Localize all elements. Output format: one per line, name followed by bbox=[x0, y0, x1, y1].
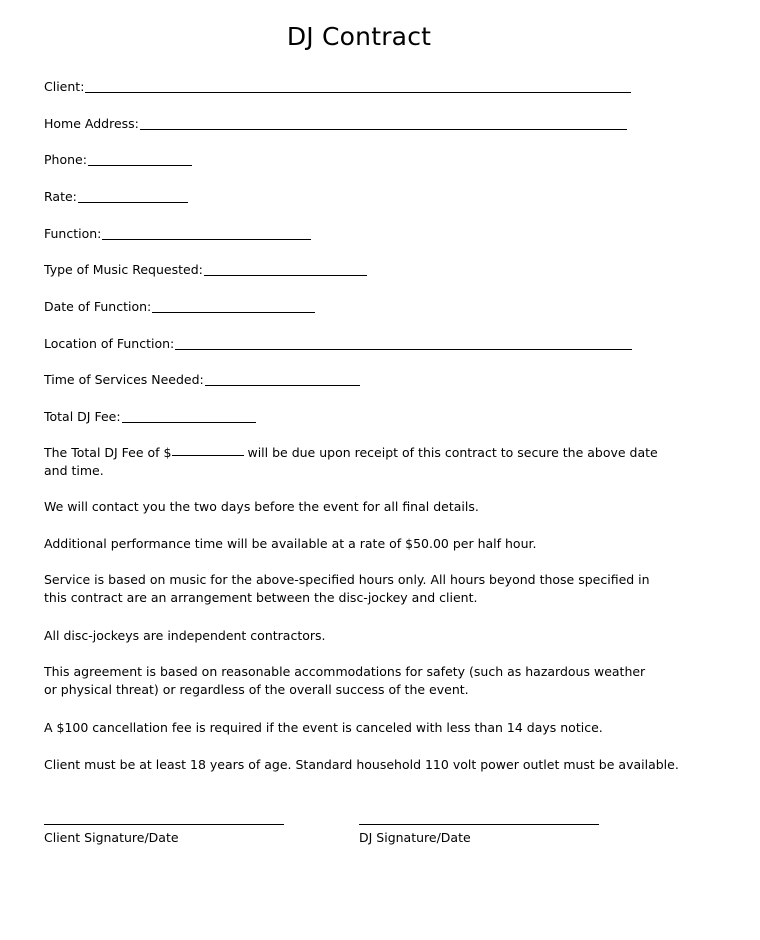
cancellation-paragraph: A $100 cancellation fee is required if the event is canceled with less than 14 days notice. bbox=[44, 720, 603, 735]
fee-paragraph-prefix: The Total DJ Fee of $ bbox=[44, 445, 172, 460]
safety-paragraph: This agreement is based on reasonable accommodations for safety (such as hazardous weather or physical threat) or regardless of the overall success of the event. bbox=[44, 664, 646, 697]
total-dj-fee-label: Total DJ Fee: bbox=[44, 409, 121, 424]
location-label: Location of Function: bbox=[44, 336, 175, 351]
date-of-function-blank-line[interactable] bbox=[152, 312, 315, 313]
dj-signature-line[interactable] bbox=[359, 824, 599, 825]
client-field[interactable] bbox=[44, 78, 631, 96]
music-type-label: Type of Music Requested: bbox=[44, 262, 203, 277]
home-address-label: Home Address: bbox=[44, 116, 139, 131]
music-type-blank-line[interactable] bbox=[204, 275, 367, 276]
total-dj-fee-blank-line[interactable] bbox=[122, 422, 256, 423]
function-blank-line[interactable] bbox=[102, 239, 311, 240]
phone-field[interactable] bbox=[44, 151, 192, 169]
fee-paragraph-suffix: will be due upon receipt of this contract to secure the above date and time. bbox=[44, 445, 658, 478]
age-power-paragraph: Client must be at least 18 years of age. Standard household 110 volt power outlet must be available. bbox=[44, 757, 679, 772]
client-signature-line[interactable] bbox=[44, 824, 284, 825]
phone-label: Phone: bbox=[44, 152, 87, 167]
service-scope-paragraph: Service is based on music for the above-specified hours only. All hours beyond those specified in this contract are an arrangement between the disc-jockey and client. bbox=[44, 572, 650, 605]
location-field[interactable] bbox=[44, 335, 632, 353]
rate-label: Rate: bbox=[44, 189, 77, 204]
fee-amount-blank-line[interactable] bbox=[172, 455, 244, 456]
function-field[interactable] bbox=[44, 225, 311, 243]
time-of-services-field[interactable] bbox=[44, 371, 360, 389]
phone-blank-line[interactable] bbox=[88, 165, 192, 166]
document-title: DJ Contract bbox=[286, 22, 432, 51]
contact-paragraph: We will contact you the two days before the event for all final details. bbox=[44, 499, 479, 514]
fee-paragraph bbox=[44, 444, 684, 480]
date-of-function-field[interactable] bbox=[44, 298, 315, 316]
time-of-services-label: Time of Services Needed: bbox=[44, 372, 204, 387]
time-of-services-blank-line[interactable] bbox=[205, 385, 360, 386]
home-address-blank-line[interactable] bbox=[140, 129, 627, 130]
additional-time-paragraph: Additional performance time will be available at a rate of $50.00 per half hour. bbox=[44, 536, 537, 551]
music-type-field[interactable] bbox=[44, 261, 367, 279]
client-label: Client: bbox=[44, 79, 85, 94]
total-dj-fee-field[interactable] bbox=[44, 408, 256, 426]
client-signature-label: Client Signature/Date bbox=[44, 830, 179, 845]
rate-field[interactable] bbox=[44, 188, 188, 206]
location-blank-line[interactable] bbox=[175, 349, 632, 350]
dj-signature-label: DJ Signature/Date bbox=[359, 830, 471, 845]
date-of-function-label: Date of Function: bbox=[44, 299, 152, 314]
home-address-field[interactable] bbox=[44, 115, 627, 133]
client-blank-line[interactable] bbox=[85, 92, 631, 93]
rate-blank-line[interactable] bbox=[78, 202, 188, 203]
function-label: Function: bbox=[44, 226, 102, 241]
contractors-paragraph: All disc-jockeys are independent contractors. bbox=[44, 628, 326, 643]
